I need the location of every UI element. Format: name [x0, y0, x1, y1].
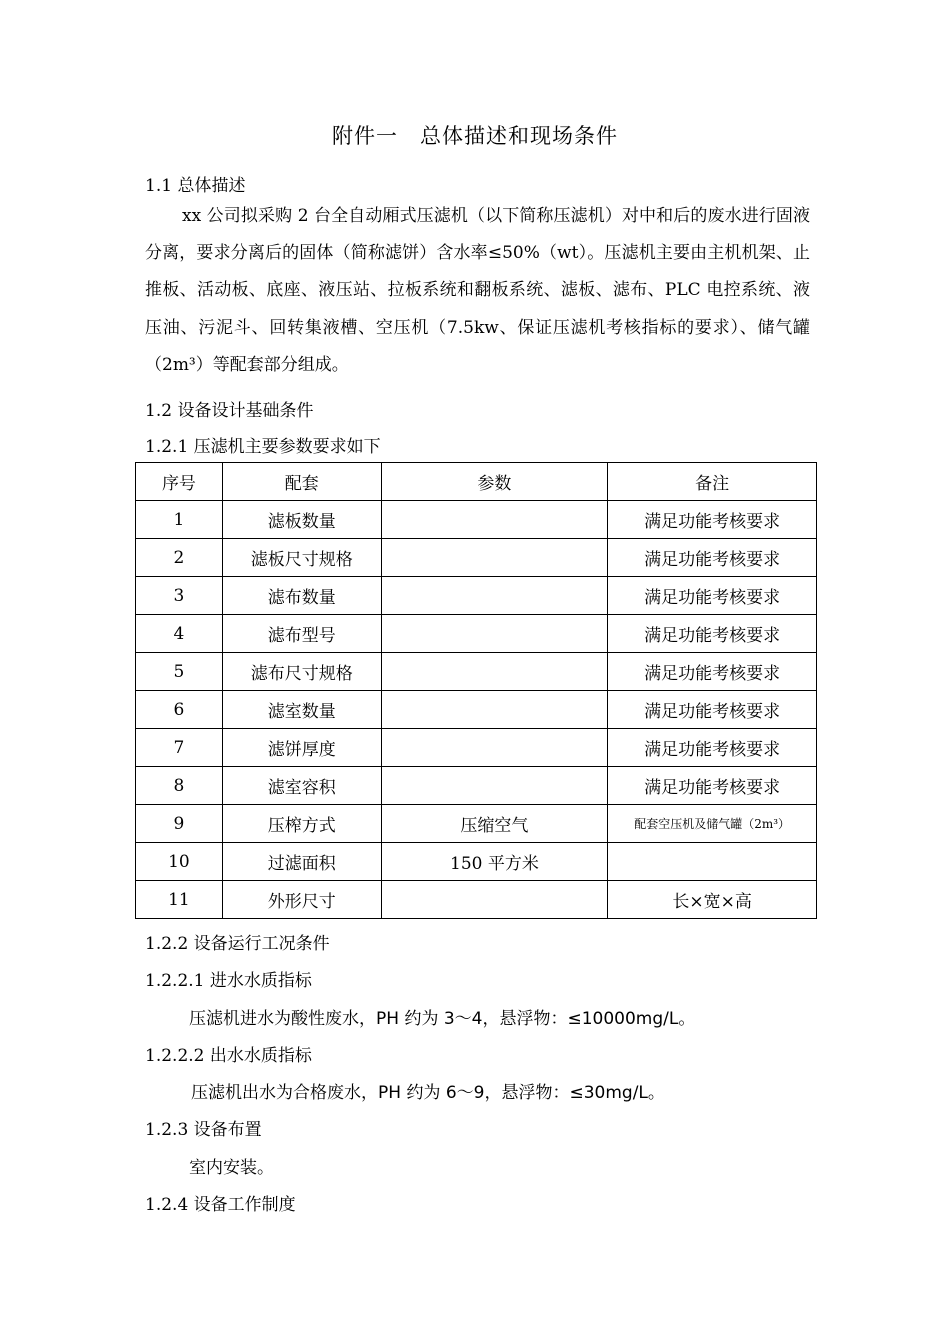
section-heading-1-2-1: 1.2.1 压滤机主要参数要求如下 [145, 437, 381, 457]
cell-parameter [381, 577, 608, 615]
document-title: 附件一 总体描述和现场条件 [332, 124, 618, 148]
cell-parameter [381, 653, 608, 691]
cell-index: 5 [136, 653, 223, 691]
cell-remark: 满足功能考核要求 [608, 653, 817, 691]
cell-parameter: 压缩空气 [381, 805, 608, 843]
cell-parameter [381, 729, 608, 767]
cell-item: 滤布数量 [222, 577, 381, 615]
cell-remark [608, 843, 817, 881]
cell-index: 10 [136, 843, 223, 881]
cell-item: 滤室数量 [222, 691, 381, 729]
cell-parameter [381, 539, 608, 577]
cell-index: 3 [136, 577, 223, 615]
section-1-1-paragraph [145, 198, 810, 384]
cell-item: 外形尺寸 [222, 881, 381, 919]
table-row [136, 691, 817, 729]
cell-item: 滤板数量 [222, 501, 381, 539]
cell-index: 11 [136, 881, 223, 919]
section-heading-1-1: 1.1 总体描述 [145, 176, 246, 196]
cell-remark: 满足功能考核要求 [608, 501, 817, 539]
cell-parameter: 150 平方米 [381, 843, 608, 881]
cell-item: 压榨方式 [222, 805, 381, 843]
cell-parameter [381, 691, 608, 729]
table-row [136, 767, 817, 805]
cell-remark: 长×宽×高 [608, 881, 817, 919]
table-row [136, 577, 817, 615]
section-heading-1-2: 1.2 设备设计基础条件 [145, 401, 314, 421]
table-row [136, 729, 817, 767]
cell-index: 8 [136, 767, 223, 805]
table-row [136, 881, 817, 919]
section-heading-1-2-2-2: 1.2.2.2 出水水质指标 [145, 1046, 312, 1066]
layout-text: 室内安装。 [189, 1158, 274, 1178]
cell-index: 4 [136, 615, 223, 653]
parameter-table [135, 462, 817, 919]
cell-index: 2 [136, 539, 223, 577]
column-header-item: 配套 [222, 463, 381, 501]
cell-remark: 配套空压机及储气罐（2m³） [608, 805, 817, 843]
cell-remark: 满足功能考核要求 [608, 615, 817, 653]
section-heading-1-2-4: 1.2.4 设备工作制度 [145, 1195, 296, 1215]
table-row [136, 843, 817, 881]
table-row [136, 653, 817, 691]
cell-parameter [381, 767, 608, 805]
cell-item: 滤布型号 [222, 615, 381, 653]
cell-parameter [381, 881, 608, 919]
inflow-quality-text: 压滤机进水为酸性废水，PH 约为 3～4，悬浮物：≤10000mg/L。 [189, 1009, 696, 1029]
column-header-remark: 备注 [608, 463, 817, 501]
cell-remark: 满足功能考核要求 [608, 767, 817, 805]
column-header-parameter: 参数 [381, 463, 608, 501]
section-heading-1-2-2-1: 1.2.2.1 进水水质指标 [145, 971, 312, 991]
cell-item: 滤室容积 [222, 767, 381, 805]
section-heading-1-2-3: 1.2.3 设备布置 [145, 1120, 262, 1140]
cell-index: 9 [136, 805, 223, 843]
cell-parameter [381, 615, 608, 653]
cell-remark: 满足功能考核要求 [608, 577, 817, 615]
table-header-row [136, 463, 817, 501]
section-heading-1-2-2: 1.2.2 设备运行工况条件 [145, 934, 330, 954]
table-row [136, 501, 817, 539]
cell-item: 滤饼厚度 [222, 729, 381, 767]
cell-remark: 满足功能考核要求 [608, 729, 817, 767]
cell-index: 1 [136, 501, 223, 539]
table-row [136, 805, 817, 843]
outflow-quality-text: 压滤机出水为合格废水，PH 约为 6～9，悬浮物：≤30mg/L。 [191, 1083, 665, 1103]
cell-remark: 满足功能考核要求 [608, 691, 817, 729]
column-header-index: 序号 [136, 463, 223, 501]
section-1-1-paragraph-text: xx 公司拟采购 2 台全自动厢式压滤机（以下简称压滤机）对中和后的废水进行固液分离，要求分离后的固体（简称滤饼）含水率≤50%（wt）。压滤机主要由主机机架、止推板、活动板、底座、液压站、拉板系统和翻板系统、滤板、滤布、PLC 电控系统、液压油、污泥斗、回转集液槽、空压机（7.5kw、保证压滤机考核指标的要求）、储气罐（2m³）等配套部分组成。 [145, 206, 810, 375]
cell-remark: 满足功能考核要求 [608, 539, 817, 577]
cell-index: 6 [136, 691, 223, 729]
table-row [136, 539, 817, 577]
cell-item: 过滤面积 [222, 843, 381, 881]
cell-item: 滤板尺寸规格 [222, 539, 381, 577]
cell-index: 7 [136, 729, 223, 767]
cell-parameter [381, 501, 608, 539]
table-row [136, 615, 817, 653]
cell-item: 滤布尺寸规格 [222, 653, 381, 691]
